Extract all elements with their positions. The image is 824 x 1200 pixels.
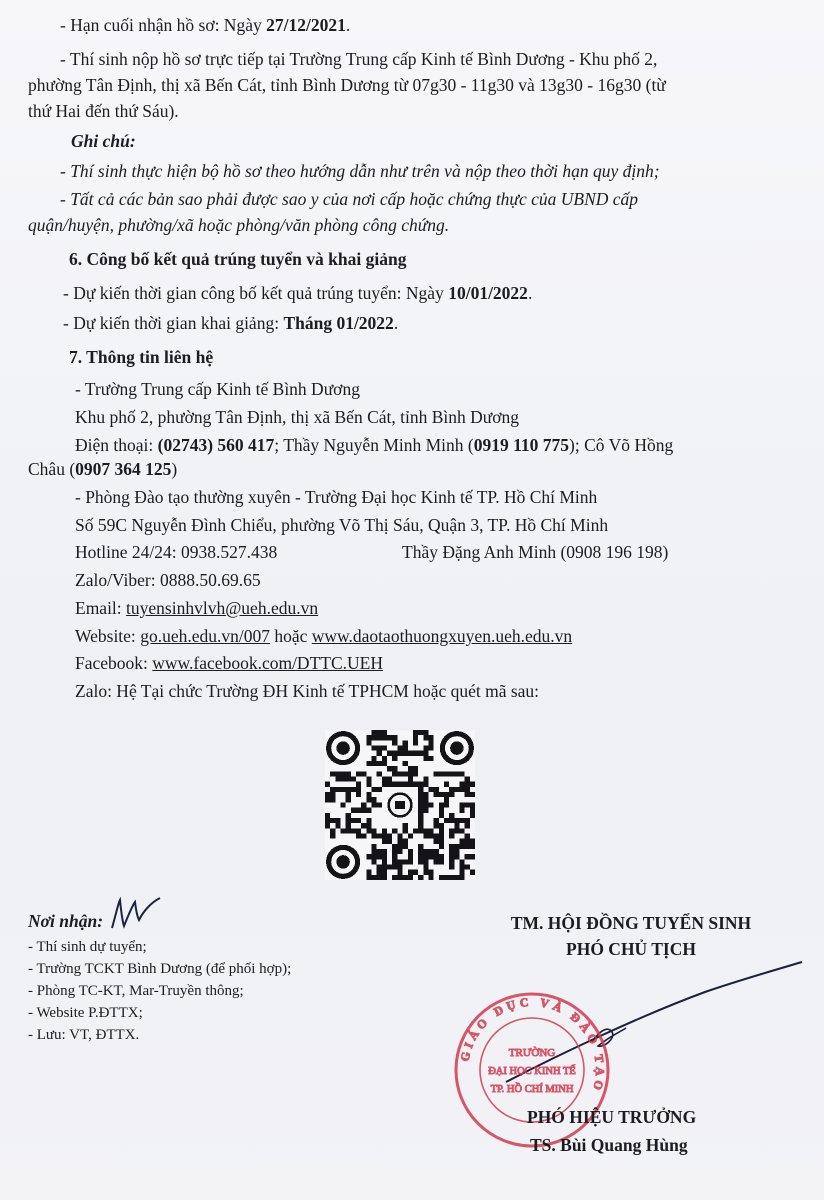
school-2-name: - Phòng Đào tạo thường xuyên - Trường Đại học Kinh tế TP. Hồ Chí Minh bbox=[75, 487, 598, 507]
email-line: Email: tuyensinhvlvh@ueh.edu.vn bbox=[75, 598, 319, 618]
stamp-inner-line-3: TP. HỒ CHÍ MINH bbox=[490, 1084, 574, 1095]
zalo-viber: Zalo/Viber: 0888.50.69.65 bbox=[75, 570, 261, 590]
council-role: PHÓ CHỦ TỊCH bbox=[566, 939, 696, 959]
submission-line-1: - Thí sinh nộp hồ sơ trực tiếp tại Trường Trung cấp Kinh tế Bình Dương - Khu phố 2, bbox=[60, 49, 658, 69]
deadline-date: 27/12/2021 bbox=[266, 15, 346, 35]
zalo-qr-line: Zalo: Hệ Tại chức Trường ĐH Kinh tế TPHCM hoặc quét mã sau: bbox=[75, 681, 540, 701]
note-1: - Thí sinh thực hiện bộ hồ sơ theo hướng dẫn như trên và nộp theo thời hạn quy định; bbox=[60, 161, 660, 181]
website-link-2[interactable]: www.daotaothuongxuyen.ueh.edu.vn bbox=[311, 626, 573, 646]
deadline-line: - Hạn cuối nhận hồ sơ: Ngày 27/12/2021. bbox=[60, 15, 351, 35]
submission-line-2: phường Tân Định, thị xã Bến Cát, tỉnh Bình Dương từ 07g30 - 11g30 và 13g30 - 16g30 (từ bbox=[28, 75, 666, 95]
opening-date-line: - Dự kiến thời gian khai giảng: Tháng 01/2022. bbox=[63, 313, 399, 333]
council-title: TM. HỘI ĐỒNG TUYỂN SINH bbox=[510, 913, 752, 933]
qr-code bbox=[325, 730, 475, 880]
school-1-address: Khu phố 2, phường Tân Định, thị xã Bến Cát, tỉnh Bình Dương bbox=[75, 407, 520, 427]
note-2-line-2: quận/huyện, phường/xã hoặc phòng/văn phòng công chứng. bbox=[28, 215, 450, 235]
recipient-item: - Thí sinh dự tuyển; bbox=[28, 939, 147, 955]
note-2-line-1: - Tất cả các bản sao phải được sao y của nơi cấp hoặc chứng thực của UBND cấp bbox=[60, 189, 639, 209]
notes-title: Ghi chú: bbox=[71, 131, 136, 151]
website-link-1[interactable]: go.ueh.edu.vn/007 bbox=[140, 626, 270, 646]
result-date-line: - Dự kiến thời gian công bố kết quả trúng tuyển: Ngày 10/01/2022. bbox=[63, 283, 533, 303]
school-1-phones-line-2: Châu (0907 364 125) bbox=[28, 459, 178, 479]
section-7-heading: 7. Thông tin liên hệ bbox=[69, 347, 214, 367]
school-1-name: - Trường Trung cấp Kinh tế Bình Dương bbox=[75, 379, 360, 399]
recipient-item: - Phòng TC-KT, Mar-Truyền thông; bbox=[28, 983, 244, 999]
recipient-list bbox=[28, 936, 291, 1046]
stamp-outer-text: GIÁO DỤC VÀ ĐÀO TẠO bbox=[457, 994, 608, 1096]
school-1-phones-line-1: Điện thoại: (02743) 560 417; Thầy Nguyễn Minh Minh (0919 110 775); Cô Võ Hồng bbox=[75, 435, 674, 455]
qr-center-logo-icon bbox=[385, 790, 415, 820]
website-line: Website: go.ueh.edu.vn/007 hoặc www.daotaothuongxuyen.ueh.edu.vn bbox=[75, 626, 573, 646]
facebook-link[interactable]: www.facebook.com/DTTC.UEH bbox=[152, 653, 383, 673]
initials-signature-icon bbox=[108, 894, 164, 934]
recipient-item: - Trường TCKT Bình Dương (để phối hợp); bbox=[28, 961, 292, 977]
stamp-inner-line-2: ĐẠI HỌC KINH TẾ bbox=[488, 1066, 576, 1077]
recipient-item: - Website P.ĐTTX; bbox=[28, 1005, 143, 1021]
stamp-inner-line-1: TRƯỜNG bbox=[508, 1047, 556, 1059]
hotline: Hotline 24/24: 0938.527.438 bbox=[75, 542, 278, 562]
signer-name: TS. Bùi Quang Hùng bbox=[530, 1135, 688, 1155]
facebook-line: Facebook: www.facebook.com/DTTC.UEH bbox=[75, 653, 383, 673]
recipients-title: Nơi nhận: bbox=[28, 911, 104, 931]
signer-position: PHÓ HIỆU TRƯỞNG bbox=[527, 1107, 697, 1127]
section-6-heading: 6. Công bố kết quả trúng tuyển và khai giảng bbox=[69, 249, 407, 269]
recipient-item: - Lưu: VT, ĐTTX. bbox=[28, 1027, 140, 1043]
email-link[interactable]: tuyensinhvlvh@ueh.edu.vn bbox=[126, 598, 319, 618]
school-2-address: Số 59C Nguyễn Đình Chiểu, phường Võ Thị Sáu, Quận 3, TP. Hồ Chí Minh bbox=[75, 515, 609, 535]
submission-line-3: thứ Hai đến thứ Sáu). bbox=[28, 101, 179, 121]
teacher-contact: Thầy Đặng Anh Minh (0908 196 198) bbox=[402, 542, 669, 562]
